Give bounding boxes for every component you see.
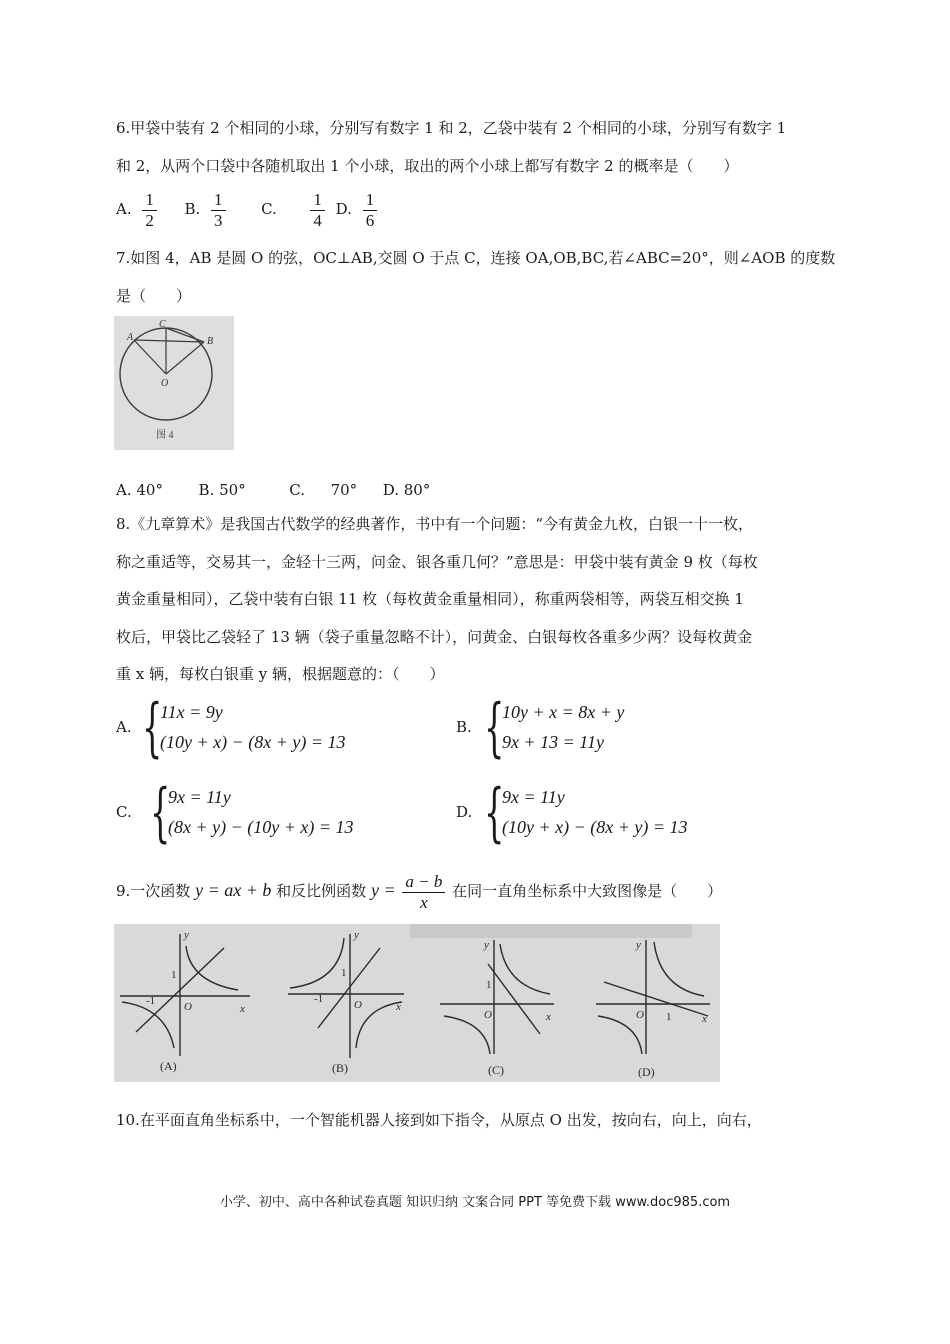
q9-inverse-fraction [402, 872, 445, 913]
point-a-label: A [127, 332, 134, 343]
q8-option-a-system [142, 691, 382, 765]
brace: { [150, 776, 171, 850]
tick-label-neg-one: -1 [314, 993, 324, 1005]
page-footer: 小学、初中、高中各种试卷真题 知识归纳 文案合同 PPT 等免费下载 www.doc985.com [219, 1195, 731, 1210]
circle-figure-photo [114, 316, 234, 450]
q7-option-d-value: 80° [403, 481, 431, 499]
equation-2: (8x + y) − (10y + x) = 13 [168, 817, 354, 837]
axis-label-x: x [396, 1001, 401, 1013]
q7-option-b-value: 50° [219, 481, 246, 499]
q8-line-2: 称之重适等，交易其一，金轻十三两，问金、银各重几何？”意思是：甲袋中装有黄金 9 枚（每枚 [116, 553, 758, 571]
point-c-label: C [159, 319, 166, 330]
q9-suffix: 在同一直角坐标系中大致图像是（ ） [452, 882, 723, 900]
origin-label: O [184, 1001, 192, 1013]
fraction [142, 190, 157, 231]
point-b-label: B [207, 336, 214, 347]
fraction-denominator: 3 [214, 210, 223, 230]
figure-caption: 图 4 [156, 430, 174, 441]
q6-options [116, 186, 383, 232]
q8-line-4: 枚后，甲袋比乙袋轻了 13 辆（袋子重量忽略不计），问黄金、白银每枚各重多少两？设每枚黄金 [116, 628, 753, 646]
equation-1: 11x = 9y [160, 702, 223, 722]
graph-caption-b: (B) [332, 1061, 348, 1075]
brace: { [142, 691, 163, 765]
q8-option-d-system [484, 776, 724, 850]
q9-graphs [114, 924, 720, 1082]
q6-line-1: 6.甲袋中装有 2 个相同的小球，分别写有数字 1 和 2，乙袋中装有 2 个相同的小球，分别写有数字 1 [116, 119, 787, 137]
q9-graphs-photo [114, 924, 720, 1082]
circle-figure [114, 316, 234, 450]
fraction-denominator: 4 [313, 210, 322, 230]
q7-options [116, 480, 430, 500]
q6-option-b [184, 189, 236, 230]
tick-label-neg-one: -1 [146, 995, 156, 1007]
axis-label-y: y [484, 939, 489, 951]
photo-strip [410, 924, 692, 938]
graph-caption-c: (C) [488, 1063, 504, 1077]
graph-caption-d: (D) [638, 1065, 655, 1079]
q8-option-d-label: D. [456, 803, 473, 821]
q8-option-a-label: A. [116, 718, 132, 736]
q9-prefix: 9.一次函数 [116, 882, 191, 900]
axis-label-y: y [354, 929, 359, 941]
equation-1: 10y + x = 8x + y [502, 702, 625, 722]
q6-option-d [335, 189, 384, 230]
q9-line [116, 870, 722, 913]
tick-label-one: 1 [486, 979, 492, 991]
q7-option-c-value: 70° [330, 481, 358, 499]
q8-line-1: 8.《九章算术》是我国古代数学的经典著作，书中有一个问题：“今有黄金九枚，白银一十一枚， [116, 515, 753, 533]
q9-linear-function: y = ax + b [195, 880, 272, 900]
brace: { [484, 691, 505, 765]
equation-2: (10y + x) − (8x + y) = 13 [160, 732, 346, 752]
option-label: D. [382, 481, 399, 499]
q8-line-3: 黄金重量相同），乙袋中装有白银 11 枚（每枚黄金重量相同），称重两袋相等，两袋互相交换 1 [116, 590, 744, 608]
fraction-denominator: x [420, 892, 428, 912]
axis-label-y: y [636, 939, 641, 951]
option-label: A. [116, 200, 132, 218]
q6-option-c [261, 189, 336, 230]
option-label: D. [335, 200, 352, 218]
fraction [211, 190, 226, 231]
equation-1: 9x = 11y [502, 787, 565, 807]
axis-label-x: x [702, 1013, 707, 1025]
q6-option-a [116, 189, 168, 230]
q9-inverse-lhs: y = [370, 880, 396, 900]
option-label: C. [289, 481, 305, 499]
option-label: B. [184, 200, 201, 218]
q7-line-1: 7.如图 4，AB 是圆 O 的弦，OC⊥AB,交圆 O 于点 C，连接 OA,OB,BC,若∠ABC=20°，则∠AOB 的度数 [116, 249, 836, 267]
q9-middle: 和反比例函数 [276, 882, 367, 900]
fraction-denominator: 2 [145, 210, 154, 230]
q8-line-5: 重 x 辆，每枚白银重 y 辆，根据题意的：（ ） [116, 665, 445, 683]
q8-option-c-label: C. [116, 803, 132, 821]
brace: { [484, 776, 505, 850]
equation-1: 9x = 11y [168, 787, 231, 807]
fraction-numerator: a − b [402, 872, 445, 893]
axis-label-x: x [546, 1011, 551, 1023]
fraction-numerator: 1 [310, 190, 325, 211]
fraction-numerator: 1 [142, 190, 157, 211]
q10-line-1: 10.在平面直角坐标系中，一个智能机器人接到如下指令，从原点 O 出发，按向右，向上，向右， [116, 1111, 762, 1129]
origin-label: O [636, 1009, 644, 1021]
origin-label: O [484, 1009, 492, 1021]
fraction-denominator: 6 [365, 210, 375, 230]
q8-option-c-system [150, 776, 390, 850]
axis-label-x: x [240, 1003, 245, 1015]
graph-caption-a: (A) [160, 1059, 177, 1073]
origin-label: O [354, 999, 362, 1011]
axis-label-y: y [184, 929, 189, 941]
q8-option-b-label: B. [456, 718, 472, 736]
q7-line-2: 是（ ） [116, 287, 192, 305]
q7-option-a-value: 40° [136, 481, 163, 499]
fraction [363, 190, 378, 231]
tick-label-one: 1 [341, 967, 347, 979]
equation-2: 9x + 13 = 11y [502, 732, 604, 752]
fraction-numerator: 1 [363, 190, 378, 211]
fraction [310, 190, 325, 231]
tick-label-one: 1 [171, 969, 177, 981]
option-label: C. [261, 200, 277, 218]
fraction-numerator: 1 [211, 190, 226, 211]
option-label: A. [116, 481, 132, 499]
q6-line-2: 和 2，从两个口袋中各随机取出 1 个小球，取出的两个小球上都写有数字 2 的概率是（ ） [116, 157, 739, 175]
tick-label-one: 1 [666, 1011, 672, 1023]
equation-2: (10y + x) − (8x + y) = 13 [502, 817, 688, 837]
option-label: B. [198, 481, 215, 499]
q8-option-b-system [484, 691, 724, 765]
point-o-label: O [161, 378, 169, 389]
